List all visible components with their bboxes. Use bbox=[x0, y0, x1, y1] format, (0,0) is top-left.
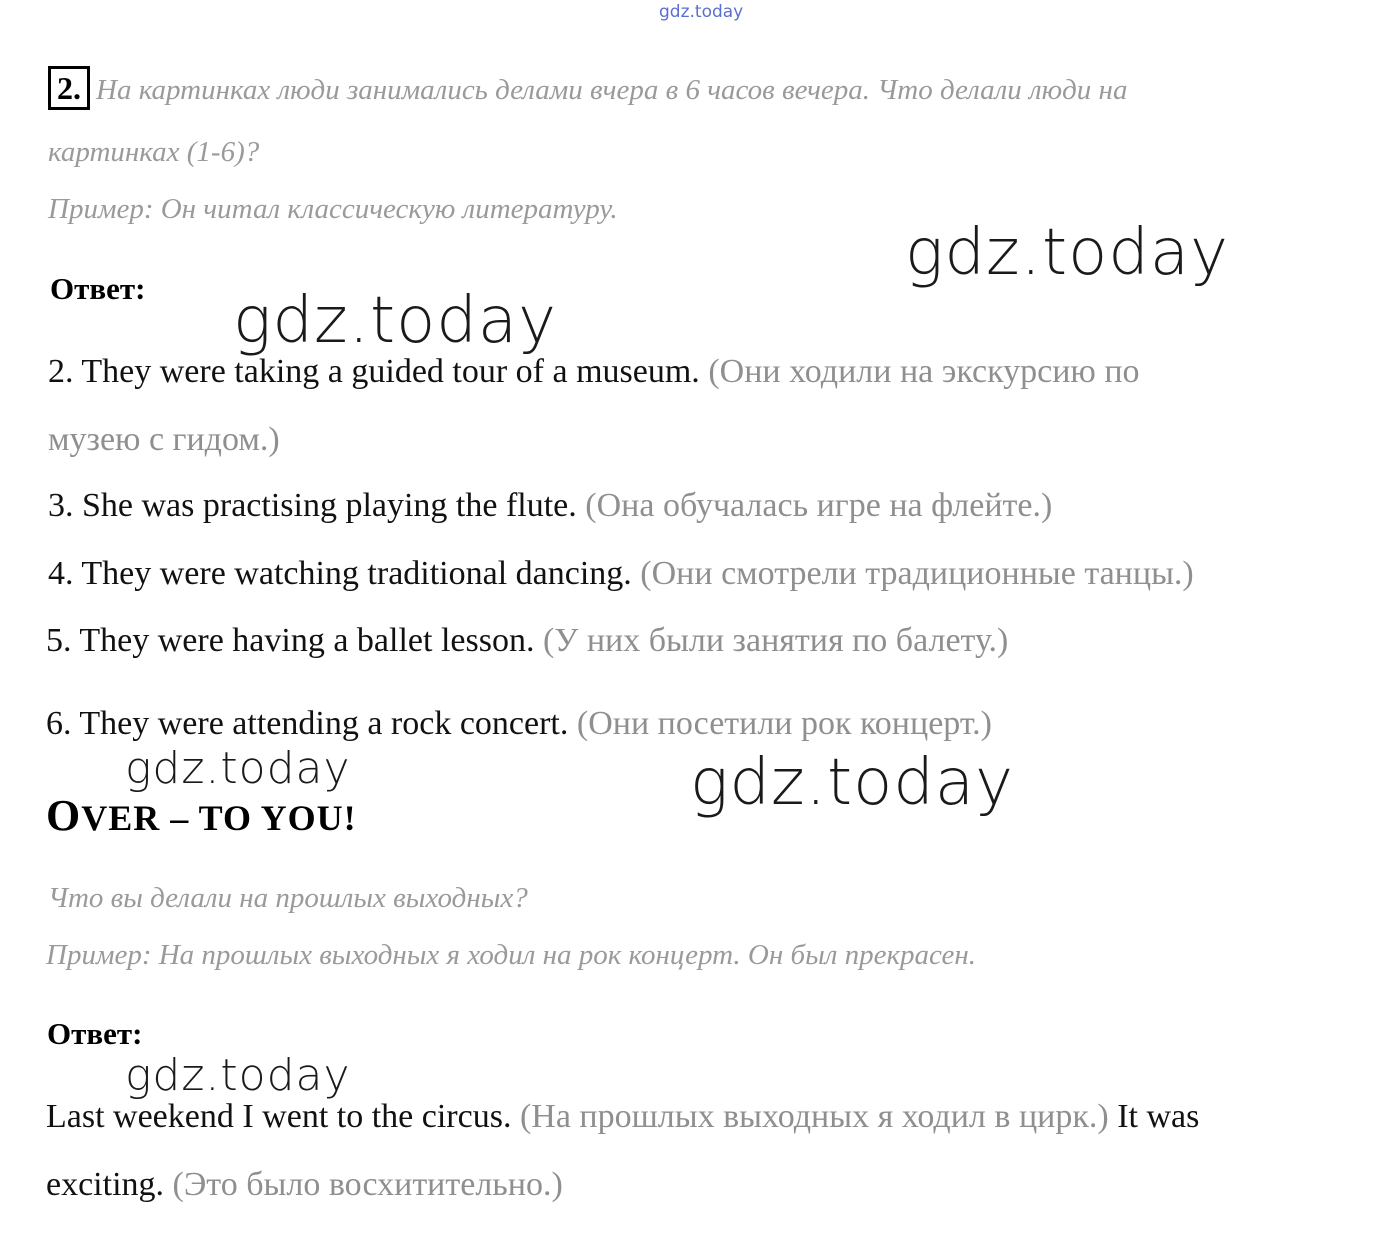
final-answer-en: It was bbox=[1117, 1098, 1200, 1135]
answer-ru: (У них были занятия по балету.) bbox=[542, 622, 1009, 659]
answer-item bbox=[48, 555, 1194, 593]
answer-item bbox=[48, 487, 1052, 525]
answer-en: 4. They were watching traditional dancing. bbox=[48, 555, 632, 592]
watermark: gdz.today bbox=[125, 1050, 351, 1101]
over-to-you-cap: O bbox=[46, 791, 82, 840]
answer-en: 6. They were attending a rock concert. bbox=[46, 705, 569, 742]
over-to-you-heading bbox=[46, 790, 357, 841]
final-answer-ru: (Это было восхитительно.) bbox=[172, 1166, 563, 1203]
over-to-you-rest: VER – TO YOU! bbox=[81, 798, 357, 838]
final-answer-line1 bbox=[46, 1098, 1199, 1136]
over-to-you-example: Пример: На прошлых выходных я ходил на рок концерт. Он был прекрасен. bbox=[46, 939, 977, 971]
task-instruction bbox=[48, 66, 1127, 110]
watermark: gdz.today bbox=[233, 284, 557, 358]
answer-ru: (Они смотрели традиционные танцы.) bbox=[640, 555, 1194, 592]
watermark: gdz.today bbox=[905, 216, 1229, 290]
answer-item bbox=[48, 353, 1140, 391]
answer-ru: (Они посетили рок концерт.) bbox=[576, 705, 992, 742]
answer-ru: (Они ходили на экскурсию по bbox=[708, 353, 1140, 390]
final-answer-ru: (На прошлых выходных я ходил в цирк.) bbox=[519, 1098, 1109, 1135]
watermark: gdz.today bbox=[690, 746, 1014, 820]
answer-item bbox=[46, 705, 992, 743]
final-answer-en: exciting. bbox=[46, 1166, 165, 1203]
answer-en: 5. They were having a ballet lesson. bbox=[46, 622, 535, 659]
answer-label: Ответ: bbox=[50, 271, 146, 306]
answer-en: 3. She was practising playing the flute. bbox=[48, 487, 577, 524]
header-watermark: gdz.today bbox=[659, 2, 744, 22]
watermark: gdz.today bbox=[125, 743, 351, 794]
over-to-you-question: Что вы делали на прошлых выходных? bbox=[48, 882, 528, 914]
task-number: 2. bbox=[48, 66, 90, 110]
answer-en: 2. They were taking a guided tour of a museum. bbox=[48, 353, 700, 390]
final-answer-line2 bbox=[46, 1166, 563, 1204]
answer-item bbox=[46, 622, 1008, 660]
task-example: Пример: Он читал классическую литературу. bbox=[48, 193, 618, 225]
task-instruction-line2: картинках (1-6)? bbox=[48, 136, 260, 168]
final-answer-en: Last weekend I went to the circus. bbox=[46, 1098, 512, 1135]
answer-ru: (Она обучалась игре на флейте.) bbox=[585, 487, 1053, 524]
answer-label: Ответ: bbox=[47, 1016, 143, 1051]
task-instruction-line1: На картинках люди занимались делами вчера в 6 часов вечера. Что делали люди на bbox=[96, 74, 1128, 106]
answer-ru-continuation: музею с гидом.) bbox=[48, 421, 280, 458]
